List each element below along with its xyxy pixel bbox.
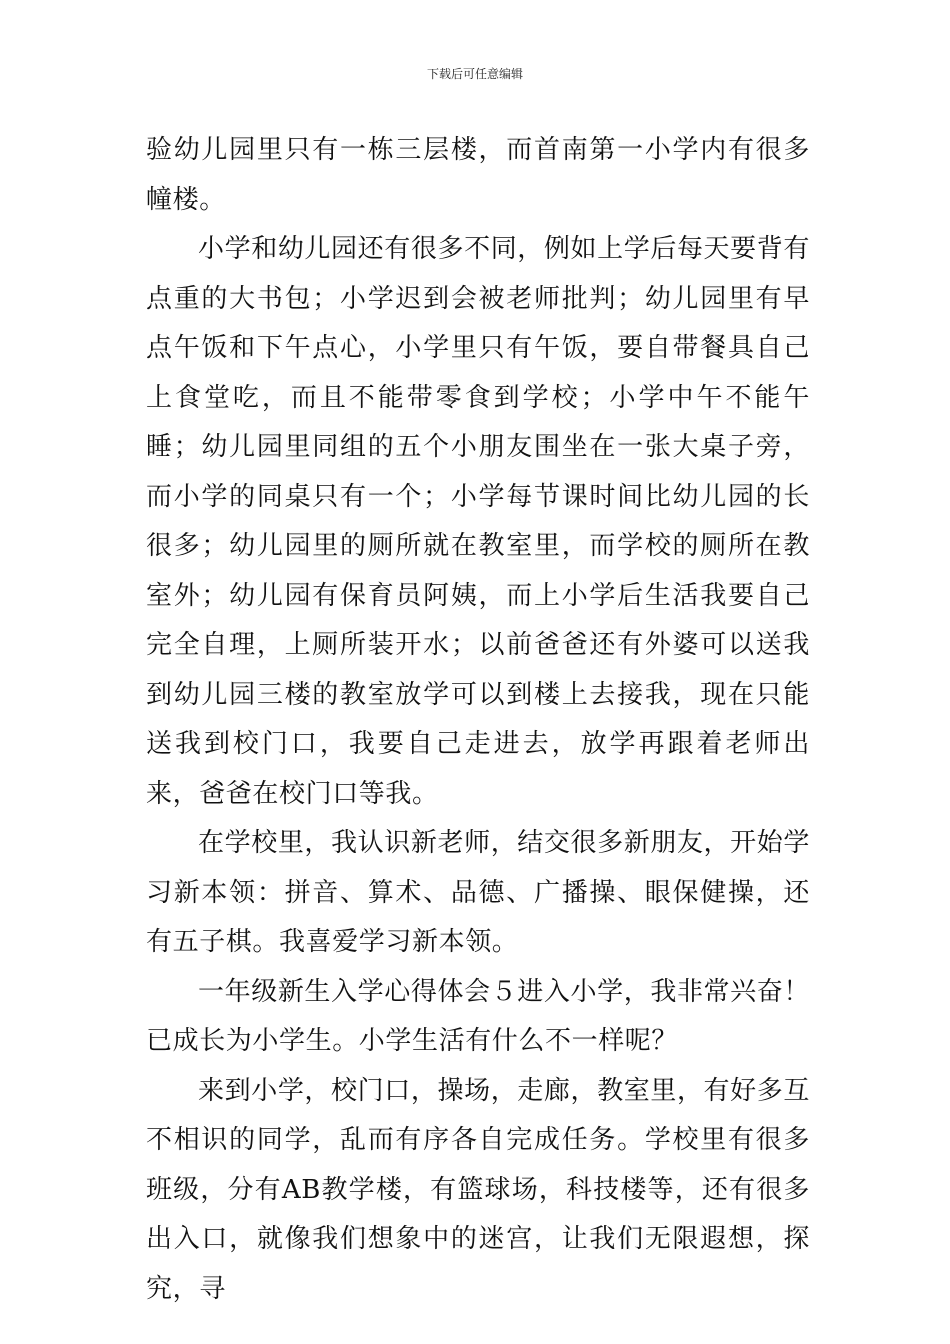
paragraph-1: 验幼儿园里只有一栋三层楼，而首南第一小学内有很多幢楼。 (146, 135, 810, 215)
paragraph-3: 在学校里，我认识新老师，结交很多新朋友，开始学习新本领：拼音、算术、品德、广播操、眼保健操，还有五子棋。我喜爱学习新本领。 (146, 828, 810, 957)
document-body (146, 126, 810, 1314)
paragraph-4: 一年级新生入学心得体会５进入小学，我非常兴奋！已成长为小学生。小学生活有什么不一样呢？ (146, 976, 810, 1056)
page-header: 下载后可任意编辑 (426, 67, 523, 81)
paragraph-2: 小学和幼儿园还有很多不同，例如上学后每天要背有点重的大书包；小学迟到会被老师批判；幼儿园里有早点午饭和下午点心，小学里只有午饭，要自带餐具自己上食堂吃，而且不能带零食到学校；小学中午不能午睡；幼儿园里同组的五个小朋友围坐在一张大桌子旁，而小学的同桌只有一个；小学每节课时间比幼儿园的长很多；幼儿园里的厕所就在教室里，而学校的厕所在教室外；幼儿园有保育员阿姨，而上小学后生活我要自己完全自理，上厕所装开水；以前爸爸还有外婆可以送我到幼儿园三楼的教室放学可以到楼上去接我，现在只能送我到校门口，我要自己走进去，放学再跟着老师出来，爸爸在校门口等我。 (146, 234, 810, 809)
paragraph-5: 来到小学，校门口，操场，走廊，教室里，有好多互不相识的同学，乱而有序各自完成任务。学校里有很多班级，分有AB教学楼，有篮球场，科技楼等，还有很多出入口，就像我们想象中的迷宫，让我们无限遐想，探究，寻 (146, 1075, 810, 1304)
